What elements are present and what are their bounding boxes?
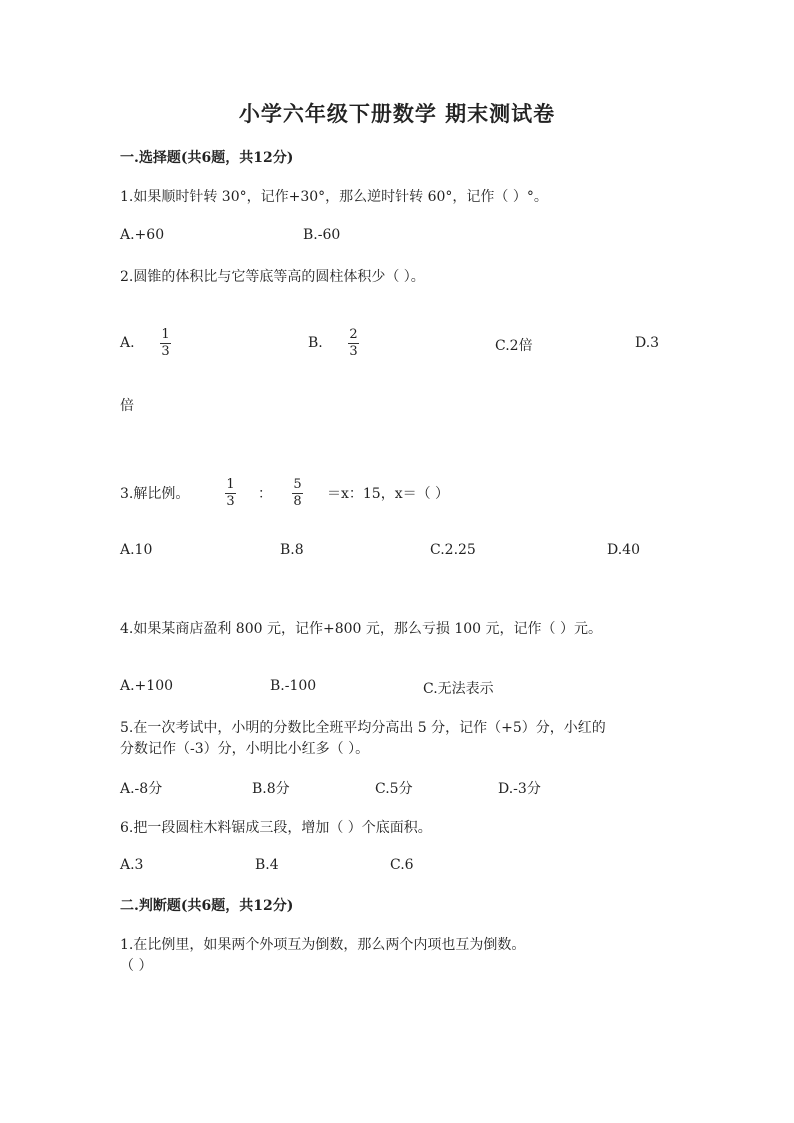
q6-option-a: A.3 bbox=[120, 857, 144, 873]
question-3-suffix: ＝x：15，x＝（ ） bbox=[327, 486, 450, 502]
judgement-1-answer-paren: （ ） bbox=[120, 958, 153, 974]
q5-option-b: B.8分 bbox=[252, 781, 290, 797]
question-6: 6.把一段圆柱木料锯成三段，增加（ ）个底面积。 bbox=[120, 820, 432, 836]
q2-option-d: D.3 bbox=[635, 335, 660, 351]
q3-option-d: D.40 bbox=[607, 542, 640, 558]
fraction-denominator: 8 bbox=[293, 494, 302, 509]
section-heading-choice: 一.选择题(共6题，共12分) bbox=[120, 150, 294, 166]
q3-fraction-1 bbox=[225, 478, 236, 509]
fraction-numerator: 2 bbox=[349, 327, 358, 342]
q5-option-c: C.5分 bbox=[375, 781, 413, 797]
fraction-denominator: 3 bbox=[349, 344, 358, 359]
question-3-prefix: 3.解比例。 bbox=[120, 486, 190, 502]
q4-option-a: A.+100 bbox=[120, 678, 174, 694]
q3-option-b: B.8 bbox=[280, 542, 304, 558]
q2-option-b-fraction bbox=[348, 328, 359, 359]
page-title: 小学六年级下册数学 期末测试卷 bbox=[238, 101, 556, 126]
q2-option-c: C.2倍 bbox=[495, 338, 533, 354]
q4-option-b: B.-100 bbox=[270, 678, 317, 694]
q3-fraction-2 bbox=[292, 478, 303, 509]
q5-option-a: A.-8分 bbox=[120, 781, 163, 797]
q2-option-a-label: A. bbox=[120, 335, 135, 351]
q3-option-a: A.10 bbox=[120, 542, 153, 558]
q2-option-b-label: B. bbox=[308, 335, 323, 351]
fraction-numerator: 5 bbox=[293, 477, 302, 492]
section-heading-judgement: 二.判断题(共6题，共12分) bbox=[120, 898, 294, 914]
question-2: 2.圆锥的体积比与它等底等高的圆柱体积少（ ）。 bbox=[120, 269, 425, 285]
q4-option-c: C.无法表示 bbox=[423, 681, 494, 697]
fraction-numerator: 1 bbox=[226, 477, 235, 492]
q1-option-a: A.+60 bbox=[120, 227, 165, 243]
question-1: 1.如果顺时针转 30°，记作+30°，那么逆时针转 60°，记作（ ）°。 bbox=[120, 189, 548, 205]
q5-option-d: D.-3分 bbox=[498, 781, 541, 797]
q1-option-b: B.-60 bbox=[303, 227, 341, 243]
q2-option-a-fraction bbox=[160, 328, 171, 359]
question-4: 4.如果某商店盈利 800 元，记作+800 元，那么亏损 100 元，记作（ ）元。 bbox=[120, 621, 602, 637]
q3-colon: ： bbox=[258, 486, 272, 502]
fraction-denominator: 3 bbox=[161, 344, 170, 359]
q3-option-c: C.2.25 bbox=[430, 542, 476, 558]
q6-option-b: B.4 bbox=[255, 857, 279, 873]
q6-option-c: C.6 bbox=[390, 857, 414, 873]
question-5-line-1: 5.在一次考试中，小明的分数比全班平均分高出 5 分，记作（+5）分，小红的 bbox=[120, 720, 606, 736]
q2-option-d-continued: 倍 bbox=[120, 398, 134, 414]
fraction-denominator: 3 bbox=[226, 494, 235, 509]
question-5-line-2: 分数记作（-3）分，小明比小红多（ ）。 bbox=[120, 741, 370, 757]
judgement-1: 1.在比例里，如果两个外项互为倒数，那么两个内项也互为倒数。 bbox=[120, 937, 526, 953]
fraction-numerator: 1 bbox=[161, 327, 170, 342]
